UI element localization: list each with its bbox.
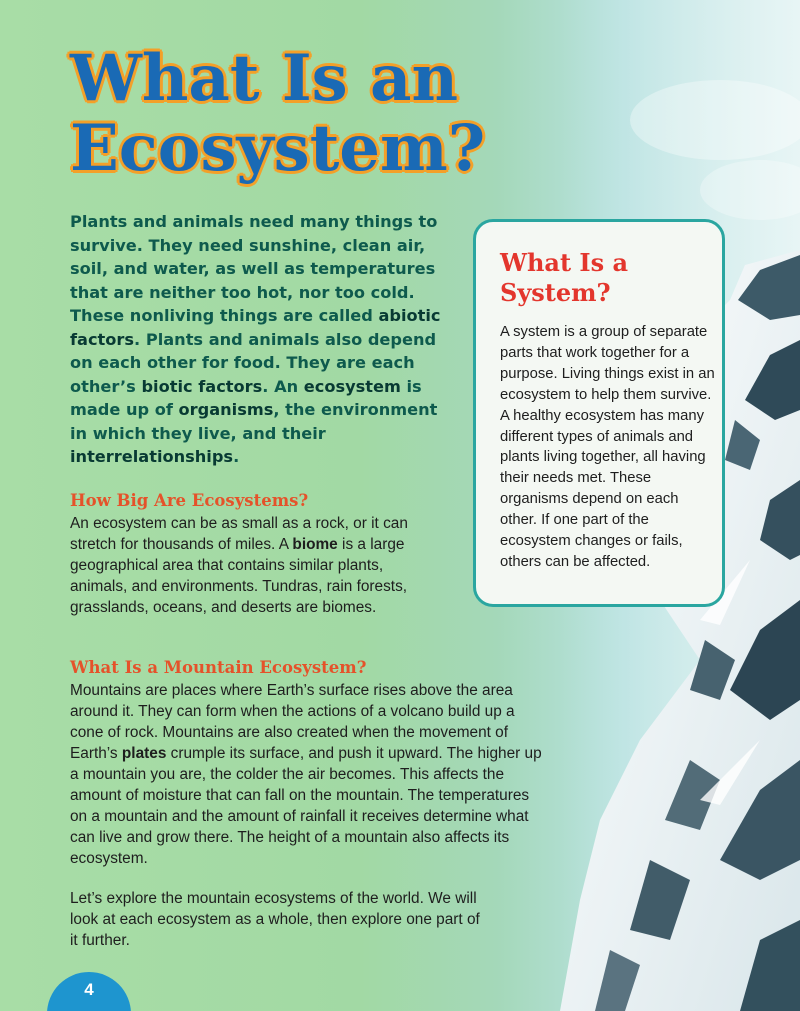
intro-text: . <box>233 447 240 466</box>
sidebar-title: What Is a System? <box>500 248 629 307</box>
body-text: An ecosystem can be as small as a rock, or it can stretch for thousands of miles. A <box>70 515 408 553</box>
body-text: is a large geographical area that contains similar plants, animals, and environments. Tundras, rain forests, grasslands, oceans, and deserts are biomes. <box>70 536 408 616</box>
keyword-interrelationships: interrelationships <box>70 447 234 466</box>
section-heading-ecosystem-size: How Big Are Ecosystems? <box>70 491 309 510</box>
keyword-plates: plates <box>121 745 167 762</box>
keyword-abiotic-factors: abiotic factors <box>70 306 441 349</box>
intro-text: Plants and animals need many things to survive. They need sunshine, clean air, soil, and water, as well as temperatures that are neither too hot, nor too cold. These nonliving things are called <box>70 212 438 325</box>
body-text: crumple its surface, and push it upward. The higher up a mountain you are, the colder the air becomes. This affects the amount of moisture that can fall on the mountain. The temperatures on a mountain and the amount of rainfall it receives determine what can live and grow there. The height of a mountain also affects its ecosystem. <box>70 745 542 867</box>
keyword-ecosystem: ecosystem <box>303 376 401 396</box>
keyword-organisms: organisms <box>178 400 274 419</box>
intro-text: . An <box>262 376 304 396</box>
keyword-biome: biome <box>292 536 338 553</box>
intro-paragraph <box>70 210 455 469</box>
keyword-biotic-factors: biotic factors <box>141 376 263 396</box>
page-number: 4 <box>84 980 94 999</box>
intro-text: . Plants and animals also depend on each other for food. They are each other’s <box>70 329 437 396</box>
sidebar-box <box>473 219 725 607</box>
body-text: Mountains are places where Earth’s surface rises above the area around it. They can form when the actions of a volcano build up a cone of rock. Mountains are also created when the movement of Earth’s <box>70 682 515 762</box>
section-heading-mountain-ecosystem: What Is a Mountain Ecosystem? <box>70 658 367 677</box>
sidebar-text: A system is a group of separate parts that work together for a purpose. Living things exist in an ecosystem to help them survive. A healthy ecosystem has many different types of animals and plants living together, all having their needs met. These organisms depend on each other. If one part of the ecosystem changes or fails, others can be affected. <box>500 324 715 570</box>
section-paragraph-ecosystem-size <box>70 513 440 618</box>
section-paragraph-mountain-ecosystem <box>70 680 550 869</box>
intro-text: , the environment in which they live, and their <box>70 400 438 443</box>
page-title: What Is an Ecosystem? <box>70 41 486 186</box>
intro-text: is made up of <box>70 376 422 419</box>
closing-paragraph: Let’s explore the mountain ecosystems of the world. We will look at each ecosystem as a whole, then explore one part of it further. <box>70 890 480 949</box>
